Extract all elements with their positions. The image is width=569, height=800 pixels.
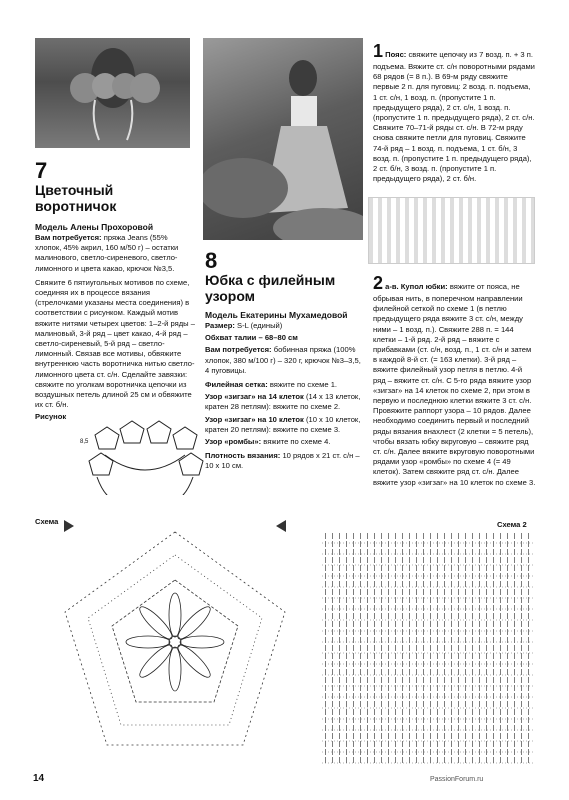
section8-rhombus-text: вяжите по схеме 4. [263, 437, 331, 447]
section7-number: 7 [35, 158, 48, 183]
section8-size [205, 321, 365, 331]
section8-block [205, 250, 365, 474]
step1-text: свяжите цепочку из 7 возд. п. + 3 п. подъема. Вяжите ст. с/н поворотными рядами 68 рядов (= 8 п.). В 69-м ряду свяжите первые 2 п. для пуговиц: 2 возд. п. подъема, 1 ст. с/н, 1 возд. п. (пропустите 1 п. предыдущего ряда), 2 ст. с/н, 1 возд. п. (пропустите 1 п. предыдущего ряда), 2 ст. с/н. Свяжите 70–71-й ряды ст. с/н. В 72-м ряду снова свяжите петли для пуговиц. Свяжите 74-й ряд – 1 возд. п. подъема, 1 ст. б/н, 3 возд. п. (пропустите 1 п. предыдущего ряда), 2 ст. б/н, 3 возд. п. (пропустите 1 п. предыдущего ряда), 2 ст. б/н. [373, 50, 535, 184]
section8-waist [205, 333, 365, 343]
step1-number: 1 [373, 41, 384, 61]
figure-label: Рисунок [35, 412, 67, 421]
section8-filet-text: вяжите по схеме 1. [269, 380, 338, 390]
step2-paragraph [373, 272, 536, 488]
figure-dimension: 8,5 [80, 439, 89, 445]
section8-model: Модель Екатерины Мухамедовой [205, 310, 348, 320]
section8-size-value: S-L (единый) [237, 321, 283, 330]
section7-materials-text: пряжа Jeans (55% хлопок, 45% акрил, 160 м/50 г) – остатки малинового, светло-сиреневого, светло-лимонного и цвета какао, крючок №3,5. [35, 233, 179, 273]
section7-model: Модель Алены Прохоровой [35, 222, 154, 232]
step2-block [373, 272, 536, 490]
step2-number: 2 [373, 273, 384, 293]
section8-filet [205, 380, 365, 390]
section8-title: Юбка с филейным узором [205, 272, 336, 304]
pentagon-motif-scheme [50, 520, 300, 765]
collar-figure [75, 415, 215, 495]
filet-swatch-photo [368, 197, 535, 264]
step1-block [373, 40, 536, 186]
section8-waist-label: Обхват талии – [205, 333, 263, 343]
zigzag-scheme-2 [322, 533, 534, 765]
section7-title: Цветочный воротничок [35, 182, 117, 214]
section8-materials [205, 345, 365, 376]
page-number: 14 [33, 773, 45, 784]
section8-number: 8 [205, 248, 218, 273]
section8-zigzag10-text: (10 x 10 клеток, кратен 20 петлям): вяжите по схеме 3. [205, 414, 361, 434]
skirt-photo [203, 38, 363, 240]
section8-zigzag10-label: Узор «зигзаг» на 10 клеток [205, 414, 304, 424]
section7-body: Свяжите 6 пятиугольных мотивов по схеме, соединяя их в процессе вязания (стрелочками указаны места соединения) в соответствии с рисунком. Каждый мотив вяжите нитями четырех цветов: 1–2-й ряды – малиновый, 3-й ряд – цвет какао, 4-й ряд – светло-сиреневый, 5-й ряд – светло-лимонный. Связав все мотивы, обвяжите внутреннюю часть воротничка нитью светло-лимонного цвета ст. с/н. Сделайте завязки: свяжите по уголкам воротничка цепочки из воздушных петель длиной 25 см и обвяжите их ст. б/н. [35, 277, 195, 410]
section8-zigzag14 [205, 392, 365, 412]
collar-photo-art [35, 38, 190, 148]
section8-rhombus-label: Узор «ромбы»: [205, 437, 262, 447]
collar-photo [35, 38, 190, 148]
section7-materials [35, 233, 195, 274]
scheme2-label: Схема 2 [497, 520, 527, 529]
section8-density-text: 10 рядов x 21 ст. с/н – 10 x 10 см. [205, 451, 360, 471]
skirt-photo-art [203, 38, 363, 240]
section7-materials-label: Вам потребуется: [35, 233, 102, 242]
section8-size-label: Размер: [205, 321, 235, 330]
section7-block [35, 160, 195, 412]
site-watermark: PassionForum.ru [430, 776, 484, 783]
step1-label: Пояс: [385, 50, 407, 59]
scheme-label: Схема [35, 517, 59, 526]
section8-density-label: Плотность вязания: [205, 451, 281, 461]
section8-waist-value: 68–80 см [264, 333, 298, 343]
section8-filet-label: Филейная сетка: [205, 380, 268, 390]
section8-rhombus [205, 437, 365, 447]
section8-zigzag14-label: Узор «зигзаг» на 14 клеток [205, 392, 304, 402]
section8-zigzag10 [205, 415, 365, 435]
section8-zigzag14-text: (14 x 13 клеток, кратен 28 петлям): вяжите по схеме 2. [205, 392, 361, 412]
step1-paragraph [373, 40, 536, 184]
section8-materials-label: Вам потребуется: [205, 345, 272, 355]
section8-materials-text: бобинная пряжа (100% хлопок, 380 м/100 г) – 320 г, крючок №3–3,5, 4 пуговицы. [205, 345, 361, 375]
step2-label: а-в. Купол юбки: [385, 282, 448, 291]
step2-text: вяжите от пояса, не обрывая нить, в поперечном направлении филейной сеткой по схеме 1 (в петлю предыдущего ряда вяжите 3 ст. с/н, между ними – 1 возд. п.). Свяжите 288 п. = 144 клетки – 1-й ряд. 2-й ряд – вяжите с прибавками (ст. с/н, возд. п., 1 ст. с/н и затем в каждой 8-й ст. (= 163 клетки). 3-й ряд – вяжите филейный узор петля в петлю. 4-й ряд – вяжите ст. с/н. С 5-го ряда вяжите узор «зигзаг» на 14 клеток по схеме 2, при этом в первую и последнюю клетки вяжите 3 ст. с/н. Провяжите раппорт узора – 10 рядов. Далее необходимо соединить первый и последний ряды вязания внахлест (2 клетки = 5 петель), чтобы вязать юбку вкруговую – свяжите ряд ст. с/н. Далее вяжите вкруговую поворотными рядами узор «ромбы» по схеме 4 (= 49 клеток). Затем свяжите ряд ст. с/н. Далее вяжите узор «зигзаг» на 10 клеток по схеме 3. [373, 282, 536, 487]
section8-density [205, 451, 365, 471]
